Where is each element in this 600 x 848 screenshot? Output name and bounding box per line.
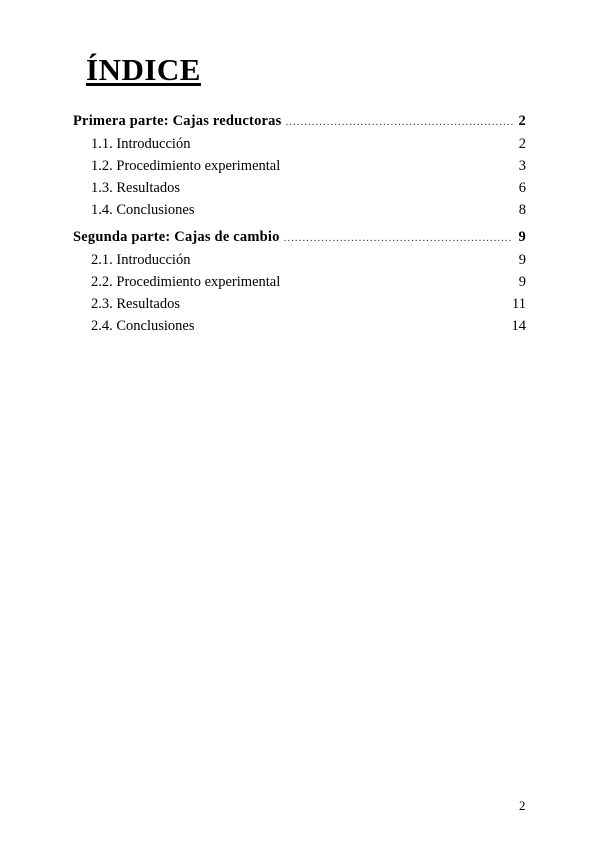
- toc-part-2-label: Segunda parte: Cajas de cambio: [73, 229, 280, 245]
- toc-entry-label: 1.2. Procedimiento experimental: [91, 158, 281, 174]
- toc-entry-2-2[interactable]: [73, 271, 526, 293]
- toc-part-1-label: Primera parte: Cajas reductoras: [73, 113, 282, 129]
- dot-leader: [284, 227, 513, 249]
- toc-entry-1-2[interactable]: [73, 155, 526, 177]
- footer-page-number: 2: [519, 798, 526, 813]
- dot-leader: [285, 111, 512, 133]
- toc-entry-2-4[interactable]: [73, 315, 526, 337]
- toc-entry-page: 11: [512, 296, 526, 312]
- toc-entry-page: 8: [518, 202, 526, 218]
- toc-entry-1-3[interactable]: [73, 177, 526, 199]
- toc-entry-page: 3: [518, 158, 526, 174]
- toc-entry-page: 2: [518, 136, 526, 152]
- toc-entry-1-4[interactable]: [73, 199, 526, 221]
- toc-entry-label: 2.4. Conclusiones: [91, 318, 195, 334]
- page-title: ÍNDICE: [86, 52, 201, 87]
- toc-entry-page: 9: [518, 274, 526, 290]
- toc-part-1[interactable]: [73, 110, 526, 133]
- toc-entry-page: 6: [518, 180, 526, 196]
- toc-entry-page: 14: [511, 318, 526, 334]
- toc-part-2-page: 9: [518, 229, 526, 245]
- toc-entry-page: 9: [518, 252, 526, 268]
- toc-entry-label: 1.1. Introducción: [91, 136, 191, 152]
- toc-entry-2-3[interactable]: [73, 293, 526, 315]
- toc-part-1-page: 2: [518, 113, 526, 129]
- toc-entry-1-1[interactable]: [73, 133, 526, 155]
- toc-entry-2-1[interactable]: [73, 249, 526, 271]
- toc-entry-label: 1.3. Resultados: [91, 180, 181, 196]
- toc-entry-label: 2.2. Procedimiento experimental: [91, 274, 281, 290]
- table-of-contents: [73, 110, 526, 337]
- toc-entry-label: 2.3. Resultados: [91, 296, 181, 312]
- toc-entry-label: 1.4. Conclusiones: [91, 202, 195, 218]
- toc-entry-label: 2.1. Introducción: [91, 252, 191, 268]
- toc-part-2[interactable]: [73, 226, 526, 249]
